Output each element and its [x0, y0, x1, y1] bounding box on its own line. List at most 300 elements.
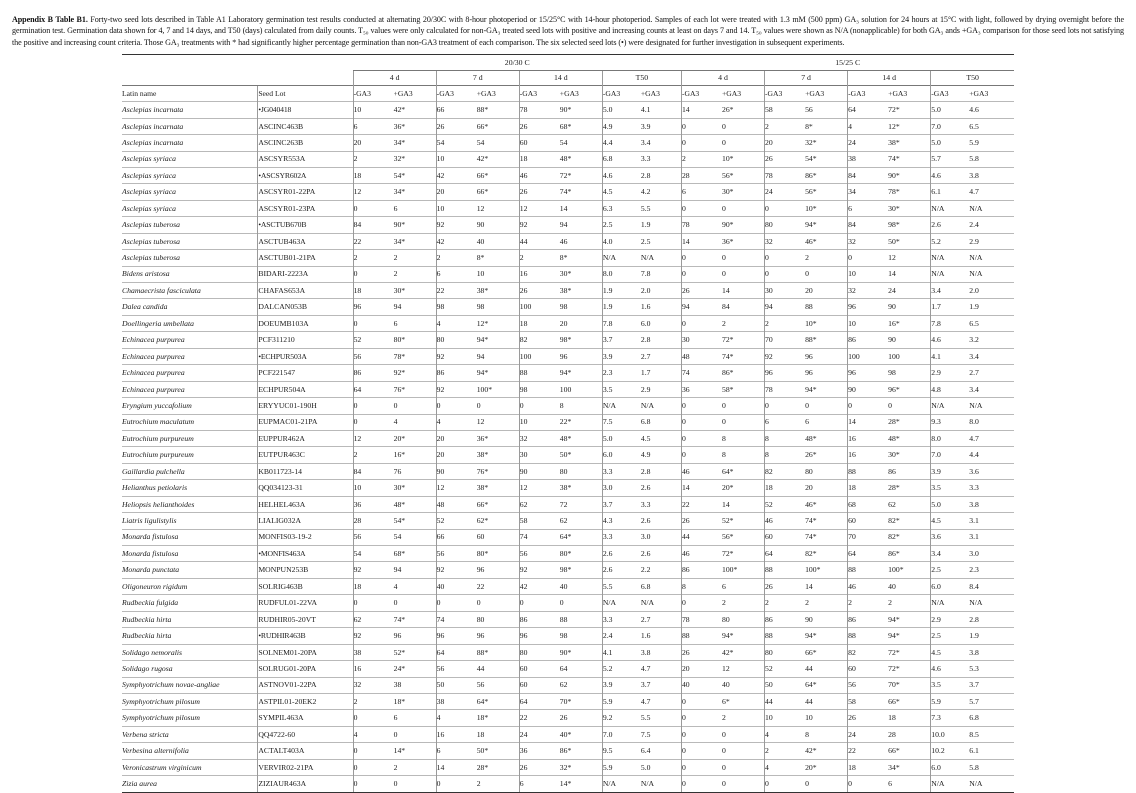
cell-seed-lot: ASCSYR01-23PA: [258, 200, 353, 216]
cell-value: 96: [560, 348, 603, 364]
cell-value: 6: [353, 118, 394, 134]
table-row: [122, 776, 1014, 792]
cell-value: 4.6: [969, 102, 1014, 118]
cell-value: 16: [353, 661, 394, 677]
column-header-seed-lot: Seed Lot: [258, 86, 353, 102]
cell-value: 100: [888, 348, 931, 364]
table-row: [122, 726, 1014, 742]
table-row: [122, 480, 1014, 496]
header-row-days: [122, 71, 1014, 86]
cell-value: 8*: [560, 250, 603, 266]
cell-value: 56: [519, 546, 560, 562]
cell-value: 80*: [394, 332, 437, 348]
cell-seed-lot: ASCSYR553A: [258, 151, 353, 167]
cell-value: 6: [888, 776, 931, 792]
cell-value: 48*: [394, 496, 437, 512]
cell-value: 3.6: [931, 529, 970, 545]
cell-value: 4: [848, 118, 889, 134]
cell-value: 56*: [722, 529, 765, 545]
cell-value: 1.6: [641, 299, 682, 315]
cell-seed-lot: RUDFUL01-22VA: [258, 595, 353, 611]
table-row: [122, 628, 1014, 644]
cell-value: 72*: [888, 661, 931, 677]
cell-value: 30: [681, 332, 722, 348]
cell-value: 52: [436, 513, 477, 529]
cell-value: 3.1: [969, 513, 1014, 529]
cell-value: 56: [436, 546, 477, 562]
table-row: [122, 348, 1014, 364]
cell-value: 10*: [722, 151, 765, 167]
cell-value: 40*: [560, 726, 603, 742]
cell-value: 66*: [888, 743, 931, 759]
cell-seed-lot: ASCTUB01-21PA: [258, 250, 353, 266]
cell-value: 88: [805, 299, 848, 315]
cell-value: 0: [353, 315, 394, 331]
group-header-2030c: 20/30 C: [353, 55, 681, 71]
cell-value: 98: [888, 365, 931, 381]
cell-value: 94*: [477, 365, 520, 381]
cell-value: 3.7: [602, 496, 641, 512]
ga-header-b7-neg: -GA3: [765, 86, 806, 102]
cell-value: 16: [436, 726, 477, 742]
cell-value: 34: [848, 184, 889, 200]
cell-value: 80: [765, 217, 806, 233]
cell-value: 58*: [722, 381, 765, 397]
ga-header-at50-neg: -GA3: [602, 86, 641, 102]
cell-value: 90*: [394, 217, 437, 233]
day-header-b-4d: 4 d: [681, 71, 764, 86]
germination-table-wrapper: [122, 54, 1014, 792]
table-row: [122, 595, 1014, 611]
cell-value: 100: [848, 348, 889, 364]
cell-value: 3.4: [931, 283, 970, 299]
cell-value: 90*: [560, 102, 603, 118]
cell-value: 86: [681, 562, 722, 578]
cell-value: 94: [560, 217, 603, 233]
cell-value: 0: [722, 759, 765, 775]
cell-value: 32*: [394, 151, 437, 167]
cell-value: 36: [353, 496, 394, 512]
cell-value: 0: [848, 250, 889, 266]
cell-value: 44: [805, 693, 848, 709]
cell-value: 5.9: [931, 693, 970, 709]
cell-value: 100: [519, 348, 560, 364]
cell-value: 44: [477, 661, 520, 677]
cell-value: 8*: [477, 250, 520, 266]
cell-value: 94: [477, 348, 520, 364]
cell-value: 6: [394, 200, 437, 216]
cell-value: 46: [765, 513, 806, 529]
cell-value: 60: [477, 529, 520, 545]
cell-value: 6.0: [641, 315, 682, 331]
cell-value: 74*: [722, 348, 765, 364]
ga-header-bt50-pos: +GA3: [969, 86, 1014, 102]
table-row: [122, 710, 1014, 726]
cell-value: 46: [681, 463, 722, 479]
cell-value: 3.1: [969, 529, 1014, 545]
cell-value: 92: [436, 217, 477, 233]
cell-latin-name: Veronicastrum virginicum: [122, 759, 258, 775]
cell-value: 76*: [477, 463, 520, 479]
cell-value: 3.7: [641, 677, 682, 693]
cell-value: 96: [848, 299, 889, 315]
cell-latin-name: Echinacea purpurea: [122, 332, 258, 348]
table-row: [122, 135, 1014, 151]
cell-value: 32: [848, 283, 889, 299]
cell-value: 1.9: [641, 217, 682, 233]
cell-value: 9.5: [602, 743, 641, 759]
cell-value: 4.5: [641, 430, 682, 446]
cell-value: 0: [681, 430, 722, 446]
cell-value: 50: [436, 677, 477, 693]
cell-value: 14: [805, 578, 848, 594]
cell-latin-name: Heliopsis helianthoides: [122, 496, 258, 512]
cell-value: 6.1: [931, 184, 970, 200]
cell-latin-name: Rudbeckia hirta: [122, 611, 258, 627]
cell-value: 2.4: [602, 628, 641, 644]
cell-seed-lot: ASCINC463B: [258, 118, 353, 134]
cell-value: 2: [722, 710, 765, 726]
cell-value: 78: [765, 381, 806, 397]
cell-value: 0: [394, 398, 437, 414]
cell-value: 6.8: [602, 151, 641, 167]
cell-value: 2.5: [931, 562, 970, 578]
cell-value: 78*: [888, 184, 931, 200]
cell-value: 42: [436, 233, 477, 249]
cell-value: 1.7: [931, 299, 970, 315]
cell-value: 6.8: [969, 710, 1014, 726]
cell-value: 2.3: [969, 562, 1014, 578]
table-row: [122, 644, 1014, 660]
cell-value: 3.6: [969, 463, 1014, 479]
cell-latin-name: Monarda punctata: [122, 562, 258, 578]
cell-value: 4.6: [602, 167, 641, 183]
table-row: [122, 266, 1014, 282]
cell-value: 24: [888, 283, 931, 299]
caption-lead: Appendix B Table B1.: [12, 15, 88, 24]
cell-latin-name: Asclepias tuberosa: [122, 233, 258, 249]
header-row-ga: [122, 86, 1014, 102]
cell-value: 40: [888, 578, 931, 594]
cell-value: 0: [722, 250, 765, 266]
cell-value: 20: [805, 480, 848, 496]
cell-value: 10: [477, 266, 520, 282]
cell-latin-name: Asclepias syriaca: [122, 200, 258, 216]
cell-seed-lot: ZIZIAUR463A: [258, 776, 353, 792]
cell-value: 8.0: [931, 430, 970, 446]
cell-value: 6: [848, 200, 889, 216]
cell-value: 96*: [888, 381, 931, 397]
cell-value: 80: [722, 611, 765, 627]
cell-value: 4: [353, 726, 394, 742]
cell-value: 96: [519, 628, 560, 644]
cell-value: 94: [765, 299, 806, 315]
cell-value: 38: [848, 151, 889, 167]
cell-value: 4: [436, 710, 477, 726]
ga-header-a4-neg: -GA3: [353, 86, 394, 102]
cell-value: 3.9: [602, 677, 641, 693]
cell-value: 10.0: [931, 726, 970, 742]
cell-value: 90: [436, 463, 477, 479]
cell-value: 2: [353, 447, 394, 463]
cell-value: 54: [477, 135, 520, 151]
cell-value: 12: [353, 430, 394, 446]
cell-value: 94: [394, 562, 437, 578]
cell-value: 7.5: [602, 414, 641, 430]
cell-value: 3.0: [602, 480, 641, 496]
cell-value: 2.0: [969, 283, 1014, 299]
cell-value: 5.0: [931, 135, 970, 151]
table-row: [122, 250, 1014, 266]
cell-value: 0: [681, 250, 722, 266]
cell-value: 64: [519, 693, 560, 709]
table-row: [122, 200, 1014, 216]
cell-value: 20: [560, 315, 603, 331]
table-row: [122, 332, 1014, 348]
cell-value: 26: [519, 184, 560, 200]
cell-value: 40: [560, 578, 603, 594]
cell-value: 2.8: [641, 332, 682, 348]
table-row: [122, 217, 1014, 233]
cell-value: 8: [765, 430, 806, 446]
cell-value: 58: [848, 693, 889, 709]
cell-value: 26*: [722, 102, 765, 118]
cell-value: N/A: [602, 595, 641, 611]
cell-value: 46*: [805, 496, 848, 512]
cell-value: 22: [848, 743, 889, 759]
cell-value: 80: [436, 332, 477, 348]
cell-value: 80: [560, 463, 603, 479]
cell-value: 1.9: [969, 299, 1014, 315]
cell-value: 60: [519, 677, 560, 693]
cell-value: 54: [353, 546, 394, 562]
cell-value: 84: [848, 167, 889, 183]
cell-value: 16: [848, 447, 889, 463]
cell-value: 0: [681, 726, 722, 742]
cell-value: 2: [394, 250, 437, 266]
cell-value: 42*: [722, 644, 765, 660]
cell-value: 72*: [560, 167, 603, 183]
cell-value: 5.2: [931, 233, 970, 249]
cell-value: 8: [681, 578, 722, 594]
cell-value: 64*: [477, 693, 520, 709]
cell-value: 1.9: [602, 299, 641, 315]
cell-seed-lot: ASCSYR01-22PA: [258, 184, 353, 200]
cell-value: 3.4: [969, 348, 1014, 364]
cell-value: 50*: [560, 447, 603, 463]
cell-value: 6.3: [602, 200, 641, 216]
cell-seed-lot: CHAFAS653A: [258, 283, 353, 299]
cell-value: 36*: [722, 233, 765, 249]
cell-value: 0: [805, 776, 848, 792]
cell-value: 56: [436, 661, 477, 677]
cell-seed-lot: BIDARI-2223A: [258, 266, 353, 282]
cell-value: 80: [519, 644, 560, 660]
cell-value: 46: [848, 578, 889, 594]
cell-value: 3.8: [969, 496, 1014, 512]
cell-value: 28: [681, 167, 722, 183]
cell-value: 66*: [477, 184, 520, 200]
cell-value: 86*: [888, 546, 931, 562]
ga-header-b14-pos: +GA3: [888, 86, 931, 102]
cell-value: N/A: [969, 595, 1014, 611]
cell-latin-name: Asclepias tuberosa: [122, 217, 258, 233]
cell-value: 90: [477, 217, 520, 233]
cell-value: 2: [353, 693, 394, 709]
cell-value: 0: [722, 266, 765, 282]
ga-header-a7-pos: +GA3: [477, 86, 520, 102]
cell-value: 4.3: [602, 513, 641, 529]
cell-value: N/A: [931, 776, 970, 792]
cell-value: 2: [765, 315, 806, 331]
cell-value: N/A: [641, 776, 682, 792]
cell-value: 4.1: [931, 348, 970, 364]
cell-value: 96: [394, 628, 437, 644]
cell-value: 30: [519, 447, 560, 463]
cell-value: 5.9: [602, 759, 641, 775]
cell-value: 12: [477, 414, 520, 430]
cell-value: 0: [848, 398, 889, 414]
cell-value: 82: [519, 332, 560, 348]
cell-value: 5.9: [602, 693, 641, 709]
cell-value: 88: [681, 628, 722, 644]
cell-value: 28*: [477, 759, 520, 775]
cell-value: 56: [848, 677, 889, 693]
cell-value: 98*: [560, 332, 603, 348]
cell-latin-name: Asclepias incarnata: [122, 118, 258, 134]
table-row: [122, 546, 1014, 562]
cell-value: 8: [765, 447, 806, 463]
cell-seed-lot: SOLRIG463B: [258, 578, 353, 594]
cell-value: 100*: [722, 562, 765, 578]
cell-value: 0: [353, 776, 394, 792]
table-row: [122, 759, 1014, 775]
cell-value: 78: [681, 611, 722, 627]
cell-value: 3.2: [969, 332, 1014, 348]
cell-value: 26: [519, 759, 560, 775]
cell-value: 78: [681, 217, 722, 233]
cell-value: 6.0: [602, 447, 641, 463]
cell-value: 100*: [477, 381, 520, 397]
cell-value: 3.5: [602, 381, 641, 397]
cell-seed-lot: QQ4722-60: [258, 726, 353, 742]
cell-latin-name: Solidago nemoralis: [122, 644, 258, 660]
cell-latin-name: Asclepias incarnata: [122, 135, 258, 151]
cell-value: 12: [436, 480, 477, 496]
cell-value: 98: [477, 299, 520, 315]
cell-value: 20*: [805, 759, 848, 775]
cell-seed-lot: DALCAN053B: [258, 299, 353, 315]
cell-value: 9.2: [602, 710, 641, 726]
cell-value: 12: [888, 250, 931, 266]
cell-value: 1.7: [641, 365, 682, 381]
cell-value: 6: [805, 414, 848, 430]
cell-value: 0: [722, 743, 765, 759]
cell-value: 54: [394, 529, 437, 545]
cell-value: 74*: [888, 151, 931, 167]
cell-value: 10: [848, 315, 889, 331]
cell-value: 0: [848, 776, 889, 792]
cell-value: 56*: [805, 184, 848, 200]
cell-value: 100: [519, 299, 560, 315]
cell-value: 20: [436, 447, 477, 463]
cell-value: 32*: [560, 759, 603, 775]
cell-value: 38: [436, 693, 477, 709]
cell-value: 82*: [888, 513, 931, 529]
table-row: [122, 611, 1014, 627]
table-row: [122, 578, 1014, 594]
cell-value: 0: [681, 315, 722, 331]
cell-value: 96: [477, 628, 520, 644]
cell-value: 56: [353, 348, 394, 364]
cell-value: 50*: [888, 233, 931, 249]
cell-value: 36*: [394, 118, 437, 134]
cell-value: 90*: [560, 644, 603, 660]
cell-value: 18: [888, 710, 931, 726]
cell-value: 30*: [888, 447, 931, 463]
cell-value: 26: [436, 118, 477, 134]
cell-value: 86: [848, 611, 889, 627]
cell-value: 70: [848, 529, 889, 545]
cell-value: 7.3: [931, 710, 970, 726]
cell-seed-lot: ASTPIL01-20EK2: [258, 693, 353, 709]
cell-value: 12*: [477, 315, 520, 331]
cell-value: 4: [436, 315, 477, 331]
cell-value: 5.8: [969, 151, 1014, 167]
cell-value: 0: [681, 743, 722, 759]
cell-value: 86: [765, 611, 806, 627]
cell-value: 48*: [888, 430, 931, 446]
column-header-latin-name: Latin name: [122, 86, 258, 102]
cell-value: 88: [848, 562, 889, 578]
cell-value: 94*: [560, 365, 603, 381]
header-row-temperature: [122, 55, 1014, 71]
cell-value: 6: [765, 414, 806, 430]
cell-value: 60: [519, 135, 560, 151]
cell-value: 24*: [394, 661, 437, 677]
cell-value: 8.5: [969, 726, 1014, 742]
cell-value: 4.5: [931, 513, 970, 529]
cell-seed-lot: QQ034123-31: [258, 480, 353, 496]
table-row: [122, 661, 1014, 677]
cell-latin-name: Helianthus petiolaris: [122, 480, 258, 496]
cell-latin-name: Gaillardia pulchella: [122, 463, 258, 479]
cell-value: 16: [848, 430, 889, 446]
cell-value: 88: [519, 365, 560, 381]
cell-value: 48*: [560, 151, 603, 167]
cell-value: 64: [848, 546, 889, 562]
cell-value: 8: [722, 430, 765, 446]
cell-value: 3.9: [641, 118, 682, 134]
cell-value: 0: [681, 414, 722, 430]
cell-value: 3.8: [969, 167, 1014, 183]
cell-value: 92: [353, 562, 394, 578]
cell-value: 32: [848, 233, 889, 249]
cell-value: 4: [436, 414, 477, 430]
cell-value: 92*: [394, 365, 437, 381]
cell-value: 38*: [560, 480, 603, 496]
cell-value: 90: [888, 299, 931, 315]
cell-value: 4.7: [969, 430, 1014, 446]
cell-value: 2: [519, 250, 560, 266]
cell-value: 68: [848, 496, 889, 512]
cell-seed-lot: ASTNOV01-22PA: [258, 677, 353, 693]
cell-value: 46: [681, 546, 722, 562]
table-row: [122, 693, 1014, 709]
cell-value: 54: [436, 135, 477, 151]
cell-value: 28*: [888, 414, 931, 430]
cell-value: N/A: [969, 776, 1014, 792]
